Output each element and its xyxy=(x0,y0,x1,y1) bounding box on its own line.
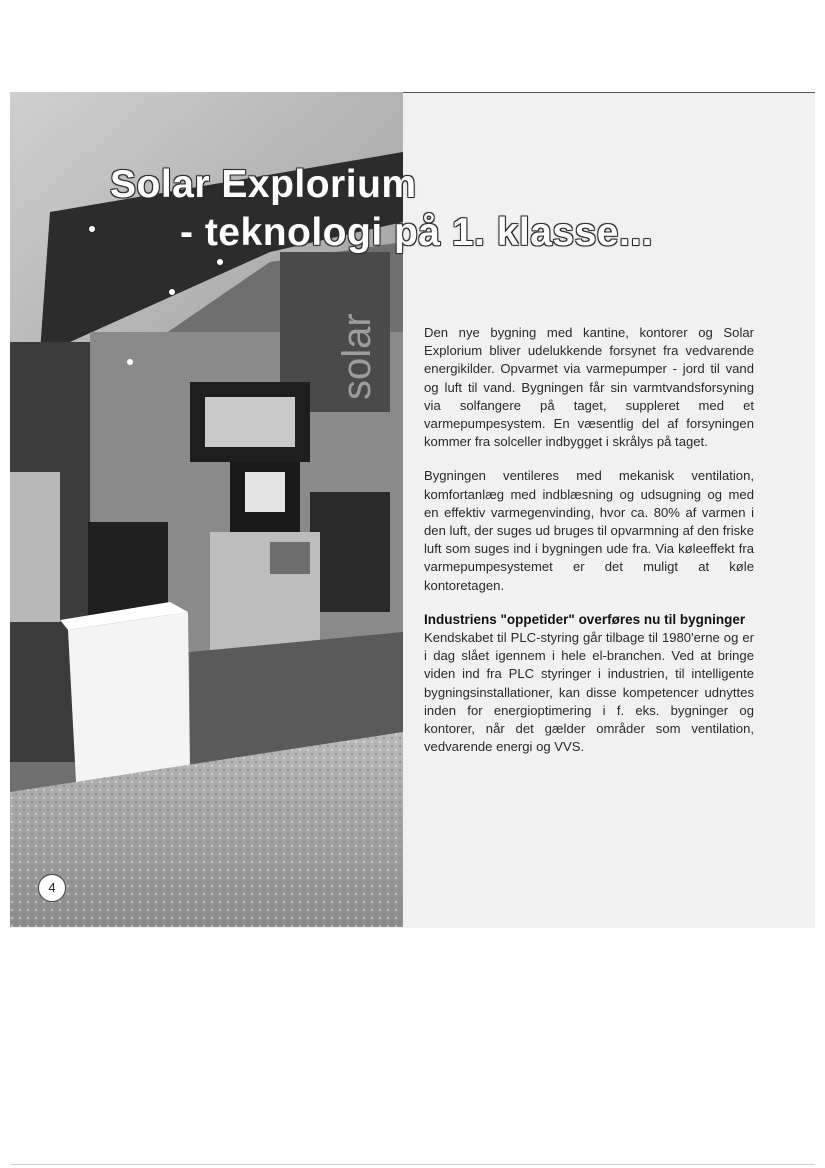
page-title-line2: - teknologi på 1. klasse... xyxy=(180,211,653,254)
display-monitor xyxy=(270,542,310,574)
section xyxy=(424,611,754,757)
ceiling-light xyxy=(89,226,95,232)
page-title-line1: Solar Explorium xyxy=(110,163,417,206)
display-screen-top xyxy=(205,397,295,447)
section-body: Kendskabet til PLC-styring går tilbage til 1980'erne og er i dag slået igennem i hele el-branchen. Ved at bringe viden ind fra PLC styringer i industrien, til intelligente bygningsinstallationer, kan disse kompetencer udnyttes inden for energioptimering i f. eks. bygninger og kontorer, når det gælder områder som ventilation, vedvarende energi og VVS. xyxy=(424,630,754,755)
page-number: 4 xyxy=(38,874,66,902)
ceiling-light xyxy=(217,259,223,265)
paragraph-1: Den nye bygning med kantine, kontorer og Solar Explorium bliver udelukkende forsynet fra vedvarende energikilder. Opvarmet via varmepumper - jord til vand og luft til vand. Bygningen får sin varmtvandsforsyning via solfangere på taget, suppleret med et varmepumpesystem. En væsentlig del af forsyningen kommer fra solceller indbygget i skrålys på taget. xyxy=(424,325,754,450)
bottom-rule xyxy=(10,1164,815,1165)
white-pedestal xyxy=(68,612,190,782)
display-qr-panel xyxy=(245,472,285,512)
display-cabinet-right xyxy=(310,492,390,612)
paragraph-2: Bygningen ventileres med mekanisk ventilation, komfortanlæg med indblæsning og udsugning og med en effektiv varmegenvinding, hvor ca. 80% af varmen i den luft, der suges ud bruges til opvarmning af den friske luft som suges ind i bygningen ude fra. Via køleeffekt fra varmepumpesystemet er det muligt at køle kontoretagen. xyxy=(424,468,754,593)
solar-sign: solar xyxy=(335,313,379,400)
section-heading: Industriens "oppetider" overføres nu til bygninger xyxy=(424,611,746,627)
ceiling-light xyxy=(127,359,133,365)
ceiling-light xyxy=(169,289,175,295)
article-text xyxy=(424,324,754,772)
left-display-case xyxy=(10,472,60,622)
